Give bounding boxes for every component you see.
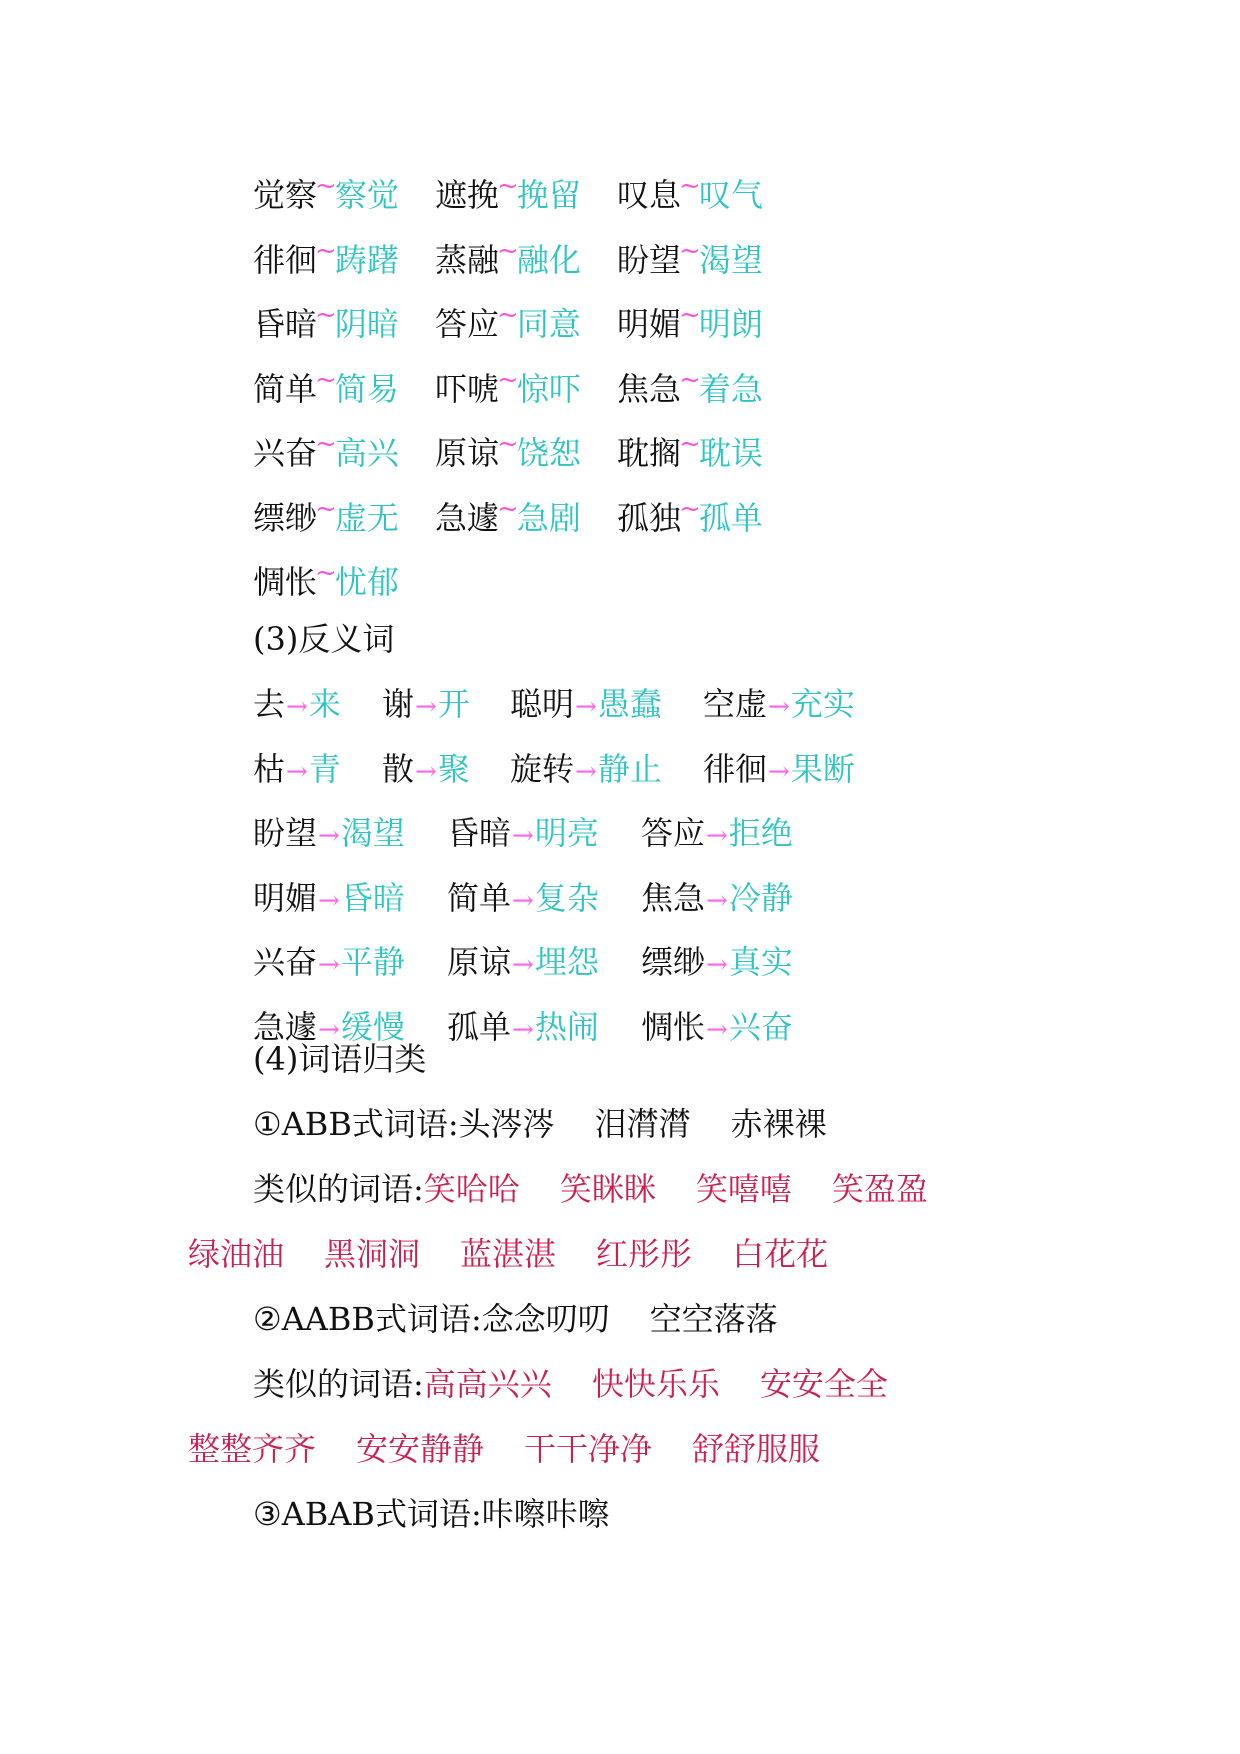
synonyms-row: [253, 361, 817, 417]
answer-word: 着急: [698, 369, 763, 408]
similar-word: 蓝湛湛: [460, 1235, 557, 1273]
antonyms-row: [253, 870, 841, 926]
similar-word: 白花花: [732, 1235, 829, 1273]
synonyms-pair: [253, 167, 435, 223]
synonyms-pair: [617, 167, 817, 223]
synonyms-pair: [435, 232, 617, 288]
source-word: 空虚: [703, 685, 768, 723]
tilde-separator: ~: [315, 235, 337, 266]
synonyms-pair: [617, 232, 817, 288]
source-word: 叹息: [617, 176, 682, 214]
tilde-separator: ~: [315, 364, 337, 395]
answer-word: 阴暗: [334, 305, 399, 343]
aabb-line: [253, 1291, 778, 1347]
antonyms-pair: [447, 805, 641, 864]
antonyms-pair: [703, 741, 903, 800]
answer-word: 融化: [516, 240, 581, 279]
answer-word: 开: [437, 685, 470, 723]
similar-word: 安安全全: [759, 1365, 888, 1403]
arrow-icon: →: [318, 885, 340, 916]
source-word: 盼望: [253, 814, 318, 852]
antonyms-pair: [641, 999, 841, 1058]
tilde-separator: ~: [315, 429, 337, 459]
antonyms-pair: [253, 934, 447, 993]
source-word: 盼望: [617, 240, 682, 279]
synonyms-pair: [617, 296, 817, 352]
arrow-icon: →: [706, 950, 728, 980]
similar-word: 笑盈盈: [831, 1170, 928, 1208]
tilde-separator: ~: [497, 364, 519, 395]
answer-word: 来: [308, 685, 341, 723]
answer-word: 明朗: [698, 305, 763, 343]
answer-word: 惊吓: [516, 369, 581, 408]
tilde-separator: ~: [497, 235, 519, 266]
arrow-icon: →: [286, 692, 308, 722]
tilde-separator: ~: [315, 558, 337, 588]
answer-word: 埋怨: [534, 943, 599, 981]
tilde-separator: ~: [679, 364, 701, 395]
similar-word: 快快乐乐: [591, 1365, 720, 1403]
source-word: 聪明: [510, 685, 575, 723]
answer-word: 简易: [334, 369, 399, 408]
abab-word: 咔嚓咔嚓: [481, 1495, 610, 1533]
answer-word: 孤单: [698, 498, 763, 537]
synonyms-row: [253, 554, 435, 610]
source-word: 去: [253, 685, 286, 723]
source-word: 孤独: [617, 498, 682, 537]
answer-word: 挽留: [516, 176, 581, 214]
synonyms-pair: [617, 361, 817, 417]
classification-heading: (4)词语归类: [253, 1040, 427, 1078]
similar-word: 红彤彤: [596, 1235, 693, 1273]
antonyms-pair: [447, 934, 641, 993]
answer-word: 平静: [340, 943, 405, 981]
answer-word: 兴奋: [728, 1007, 793, 1046]
synonyms-pair: [253, 232, 435, 288]
arrow-icon: →: [706, 1014, 728, 1045]
answer-word: 真实: [728, 943, 793, 981]
source-word: 原谅: [447, 943, 512, 981]
answer-word: 渴望: [698, 240, 763, 279]
tilde-separator: ~: [679, 300, 701, 330]
abb-line: [253, 1096, 827, 1152]
source-word: 吓唬: [435, 369, 500, 408]
source-word: 惆怅: [253, 563, 318, 601]
answer-word: 忧郁: [334, 563, 399, 601]
similar-word: 笑眯眯: [559, 1170, 656, 1208]
arrow-icon: →: [415, 756, 437, 787]
source-word: 孤单: [447, 1007, 512, 1046]
synonyms-row: [253, 425, 817, 481]
aabb-similar-line-2: [188, 1421, 820, 1477]
source-word: 徘徊: [253, 240, 318, 279]
source-word: 谢: [382, 685, 415, 723]
source-word: 徘徊: [703, 749, 768, 788]
synonyms-row: [253, 490, 817, 546]
antonyms-pair: [253, 676, 382, 735]
tilde-separator: ~: [497, 429, 519, 459]
similar-word: 舒舒服服: [692, 1430, 821, 1468]
abb-word: 赤裸裸: [730, 1105, 827, 1143]
antonyms-pair: [641, 870, 841, 929]
answer-word: 明亮: [534, 814, 599, 852]
antonyms-pair: [382, 676, 510, 735]
source-word: 昏暗: [447, 814, 512, 852]
source-word: 答应: [641, 814, 706, 852]
arrow-icon: →: [318, 1014, 340, 1045]
synonyms-pair: [253, 361, 435, 417]
antonyms-pair: [641, 934, 841, 993]
abb-similar-line-2: [188, 1226, 828, 1282]
similar-word: 绿油油: [188, 1235, 285, 1273]
answer-word: 缓慢: [340, 1007, 405, 1046]
synonyms-pair: [617, 425, 817, 481]
synonyms-pair: [435, 167, 617, 223]
source-word: 兴奋: [253, 434, 318, 472]
answer-word: 充实: [790, 685, 855, 723]
antonyms-pair: [510, 741, 703, 800]
synonyms-pair: [617, 490, 817, 546]
synonyms-row: [253, 296, 817, 352]
antonyms-pair: [641, 805, 841, 864]
answer-word: 冷静: [728, 878, 793, 917]
antonyms-pair: [447, 870, 641, 929]
source-word: 原谅: [435, 434, 500, 472]
antonyms-row: [253, 934, 841, 990]
arrow-icon: →: [512, 1014, 534, 1045]
aabb-similar-line: [253, 1356, 888, 1412]
answer-word: 叹气: [698, 176, 763, 214]
antonyms-pair: [253, 805, 447, 864]
source-word: 答应: [435, 305, 500, 343]
answer-word: 急剧: [516, 498, 581, 537]
tilde-separator: ~: [497, 171, 519, 201]
synonyms-pair: [253, 554, 435, 610]
source-word: 惆怅: [641, 1007, 706, 1046]
abb-similar-line: [253, 1161, 928, 1217]
answer-word: 复杂: [534, 878, 599, 917]
answer-word: 拒绝: [728, 814, 793, 852]
answer-word: 虚无: [334, 498, 399, 537]
similar-word: 整整齐齐: [188, 1430, 317, 1468]
abb-word: 头涔涔: [458, 1105, 555, 1143]
synonyms-pair: [435, 425, 617, 481]
answer-word: 察觉: [334, 176, 399, 214]
synonyms-pair: [253, 490, 435, 546]
arrow-icon: →: [575, 756, 597, 787]
arrow-icon: →: [512, 885, 534, 916]
antonyms-pair: [253, 870, 447, 929]
tilde-separator: ~: [497, 300, 519, 330]
tilde-separator: ~: [679, 493, 701, 524]
answer-word: 高兴: [334, 434, 399, 472]
arrow-icon: →: [768, 756, 790, 787]
source-word: 焦急: [617, 369, 682, 408]
antonym-heading: (3)反义词: [253, 620, 395, 658]
tilde-separator: ~: [315, 493, 337, 524]
similar-word: 笑哈哈: [423, 1170, 520, 1208]
arrow-icon: →: [575, 692, 597, 722]
similar-word: 干干净净: [524, 1430, 653, 1468]
answer-word: 愚蠢: [597, 685, 662, 723]
antonyms-pair: [253, 741, 382, 800]
answer-word: 青: [308, 749, 341, 788]
source-word: 缥缈: [641, 943, 706, 981]
answer-word: 渴望: [340, 814, 405, 852]
aabb-word: 空空落落: [649, 1300, 778, 1338]
synonyms-pair: [435, 296, 617, 352]
answer-word: 踌躇: [334, 240, 399, 279]
arrow-icon: →: [512, 821, 534, 851]
similar-word: 笑嘻嘻: [695, 1170, 792, 1208]
answer-word: 昏暗: [340, 878, 405, 917]
similar-word: 安安静静: [356, 1430, 485, 1468]
source-word: 枯: [253, 749, 286, 788]
synonyms-pair: [435, 490, 617, 546]
aabb-similar-label: 类似的词语:: [253, 1365, 424, 1403]
tilde-separator: ~: [679, 429, 701, 459]
similar-word: 高高兴兴: [423, 1365, 552, 1403]
source-word: 昏暗: [253, 305, 318, 343]
antonyms-row: [253, 676, 903, 732]
antonyms-pair: [703, 676, 903, 735]
answer-word: 同意: [516, 305, 581, 343]
antonyms-pair: [447, 999, 641, 1058]
synonyms-row: [253, 167, 817, 223]
tilde-separator: ~: [315, 300, 337, 330]
source-word: 兴奋: [253, 943, 318, 981]
antonyms-row: [253, 741, 903, 797]
aabb-word: 念念叨叨: [481, 1300, 610, 1338]
abab-label: ③ABAB式词语:: [253, 1495, 482, 1533]
source-word: 散: [382, 749, 415, 788]
arrow-icon: →: [768, 692, 790, 722]
answer-word: 聚: [437, 749, 470, 788]
source-word: 简单: [447, 878, 512, 917]
antonyms-pair: [382, 741, 510, 800]
source-word: 焦急: [641, 878, 706, 917]
answer-word: 耽误: [698, 434, 763, 472]
arrow-icon: →: [318, 950, 340, 980]
source-word: 急遽: [253, 1007, 318, 1046]
synonyms-pair: [253, 296, 435, 352]
answer-word: 饶恕: [516, 434, 581, 472]
tilde-separator: ~: [679, 235, 701, 266]
abb-word: 泪潸潸: [594, 1105, 691, 1143]
arrow-icon: →: [706, 885, 728, 916]
arrow-icon: →: [415, 692, 437, 722]
similar-word: 黑洞洞: [324, 1235, 421, 1273]
tilde-separator: ~: [315, 171, 337, 201]
answer-word: 果断: [790, 749, 855, 788]
aabb-label: ②AABB式词语:: [253, 1300, 482, 1338]
synonyms-row: [253, 232, 817, 288]
arrow-icon: →: [318, 821, 340, 851]
antonyms-pair: [510, 676, 703, 735]
abab-line: [253, 1486, 610, 1542]
tilde-separator: ~: [497, 493, 519, 524]
source-word: 急遽: [435, 498, 500, 537]
synonyms-pair: [253, 425, 435, 481]
source-word: 缥缈: [253, 498, 318, 537]
source-word: 简单: [253, 369, 318, 408]
abb-similar-label: 类似的词语:: [253, 1170, 424, 1208]
arrow-icon: →: [286, 756, 308, 787]
source-word: 觉察: [253, 176, 318, 214]
antonyms-row: [253, 805, 841, 861]
abb-label: ①ABB式词语:: [253, 1105, 459, 1143]
source-word: 明媚: [253, 878, 318, 917]
answer-word: 热闹: [534, 1007, 599, 1046]
source-word: 耽搁: [617, 434, 682, 472]
synonyms-pair: [435, 361, 617, 417]
arrow-icon: →: [512, 950, 534, 980]
source-word: 遮挽: [435, 176, 500, 214]
tilde-separator: ~: [679, 171, 701, 201]
source-word: 旋转: [510, 749, 575, 788]
source-word: 明媚: [617, 305, 682, 343]
answer-word: 静止: [597, 749, 662, 788]
arrow-icon: →: [706, 821, 728, 851]
source-word: 蒸融: [435, 240, 500, 279]
